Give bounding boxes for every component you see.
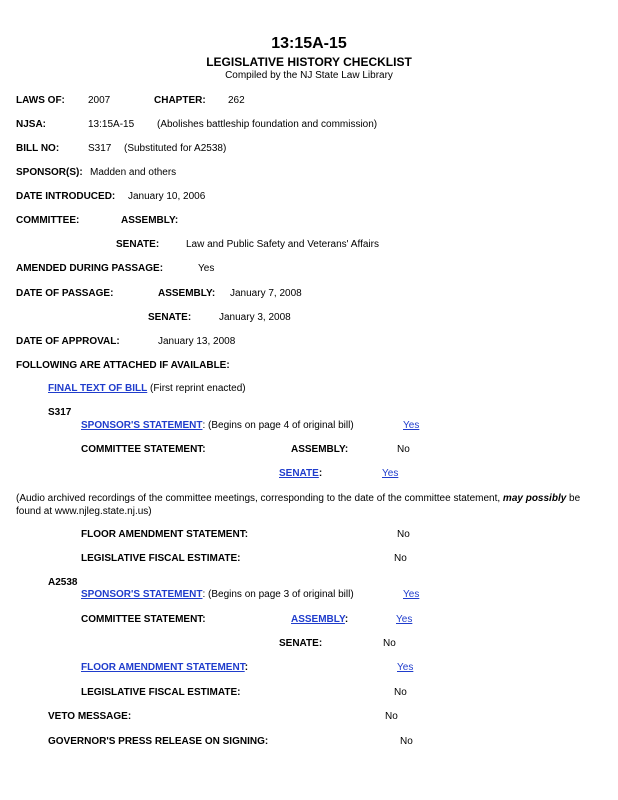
date-introduced-label: DATE INTRODUCED: [16, 191, 116, 202]
veto-message-value: No [385, 711, 398, 722]
sponsors-value: Madden and others [90, 167, 177, 178]
a2538-floor-amendment-link[interactable]: FLOOR AMENDMENT STATEMENT [81, 662, 245, 673]
njsa-note: (Abolishes battleship foundation and commission) [157, 119, 378, 130]
attached-heading: FOLLOWING ARE ATTACHED IF AVAILABLE: [16, 360, 230, 371]
s317-assembly-value: No [397, 444, 410, 455]
passage-assembly-value: January 7, 2008 [230, 288, 302, 299]
a2538-assembly-link[interactable]: ASSEMBLY [291, 614, 345, 625]
s317-senate-yes-link[interactable]: Yes [382, 468, 399, 479]
committee-assembly-label: ASSEMBLY: [121, 215, 179, 226]
s317-floor-amendment-value: No [397, 529, 410, 540]
a2538-label: A2538 [48, 577, 78, 588]
document-title: 13:15A-15 [271, 35, 347, 52]
press-release-value: No [400, 736, 413, 747]
committee-senate-label: SENATE: [116, 239, 160, 250]
bill-no-note: (Substituted for A2538) [124, 143, 227, 154]
date-introduced-value: January 10, 2006 [128, 191, 206, 202]
a2538-senate-label: SENATE: [279, 638, 323, 649]
s317-senate-row [279, 469, 322, 479]
s317-senate-link[interactable]: SENATE [279, 468, 319, 479]
a2538-floor-amendment-row [81, 663, 248, 673]
laws-of-value: 2007 [88, 95, 111, 106]
sponsors-label: SPONSOR(S): [16, 167, 83, 178]
chapter-label: CHAPTER: [154, 95, 206, 106]
passage-assembly-label: ASSEMBLY: [158, 288, 216, 299]
a2538-committee-statement-label: COMMITTEE STATEMENT: [81, 614, 206, 625]
a2538-sponsor-statement-row [81, 590, 354, 600]
date-of-approval-value: January 13, 2008 [158, 336, 236, 347]
a2538-assembly-row [291, 615, 348, 625]
passage-senate-value: January 3, 2008 [219, 312, 291, 323]
a2538-floor-amendment-colon: : [244, 662, 249, 673]
s317-senate-colon: : [318, 468, 323, 479]
final-text-note: (First reprint enacted) [150, 383, 246, 394]
press-release-label: GOVERNOR'S PRESS RELEASE ON SIGNING: [48, 736, 269, 747]
a2538-assembly-yes-link[interactable]: Yes [396, 614, 413, 625]
s317-sponsor-statement-yes-link[interactable]: Yes [403, 420, 420, 431]
passage-senate-label: SENATE: [148, 312, 192, 323]
a2538-senate-value: No [383, 638, 396, 649]
a2538-sponsor-statement-yes-link[interactable]: Yes [403, 589, 420, 600]
s317-assembly-label: ASSEMBLY: [291, 444, 349, 455]
laws-of-label: LAWS OF: [16, 95, 65, 106]
s317-fiscal-estimate-label: LEGISLATIVE FISCAL ESTIMATE: [81, 553, 241, 564]
date-of-approval-label: DATE OF APPROVAL: [16, 336, 120, 347]
veto-message-label: VETO MESSAGE: [48, 711, 132, 722]
s317-floor-amendment-label: FLOOR AMENDMENT STATEMENT: [81, 529, 249, 540]
committee-label: COMMITTEE: [16, 215, 80, 226]
a2538-sponsor-statement-note: : (Begins on page 3 of original bill) [202, 589, 354, 600]
amended-label: AMENDED DURING PASSAGE: [16, 263, 164, 274]
a2538-sponsor-statement-link[interactable]: SPONSOR'S STATEMENT [81, 589, 203, 600]
bill-no-label: BILL NO: [16, 143, 60, 154]
committee-senate-value: Law and Public Safety and Veterans' Affairs [186, 239, 379, 250]
a2538-fiscal-estimate-label: LEGISLATIVE FISCAL ESTIMATE: [81, 687, 241, 698]
s317-fiscal-estimate-value: No [394, 553, 407, 564]
final-text-link[interactable]: FINAL TEXT OF BILL [48, 383, 148, 394]
chapter-value: 262 [228, 95, 245, 106]
s317-sponsor-statement-link[interactable]: SPONSOR'S STATEMENT [81, 420, 203, 431]
njsa-value: 13:15A-15 [88, 119, 135, 130]
a2538-assembly-colon: : [344, 614, 349, 625]
a2538-fiscal-estimate-value: No [394, 687, 407, 698]
a2538-floor-amendment-yes-link[interactable]: Yes [397, 662, 414, 673]
s317-label: S317 [48, 407, 72, 418]
s317-sponsor-statement-row [81, 421, 354, 431]
audio-archive-note: (Audio archived recordings of the committee meetings, corresponding to the date of the committee statement, may possibly be found at www.njleg.state.nj.us) [16, 493, 581, 517]
s317-sponsor-statement-note: : (Begins on page 4 of original bill) [202, 420, 354, 431]
njsa-label: NJSA: [16, 119, 47, 130]
s317-committee-statement-label: COMMITTEE STATEMENT: [81, 444, 206, 455]
final-text-row [48, 384, 246, 394]
bill-no-value: S317 [88, 143, 112, 154]
date-of-passage-label: DATE OF PASSAGE: [16, 288, 114, 299]
amended-value: Yes [198, 263, 215, 274]
document-subtitle: LEGISLATIVE HISTORY CHECKLIST [206, 55, 412, 69]
compiled-by: Compiled by the NJ State Law Library [225, 70, 393, 81]
